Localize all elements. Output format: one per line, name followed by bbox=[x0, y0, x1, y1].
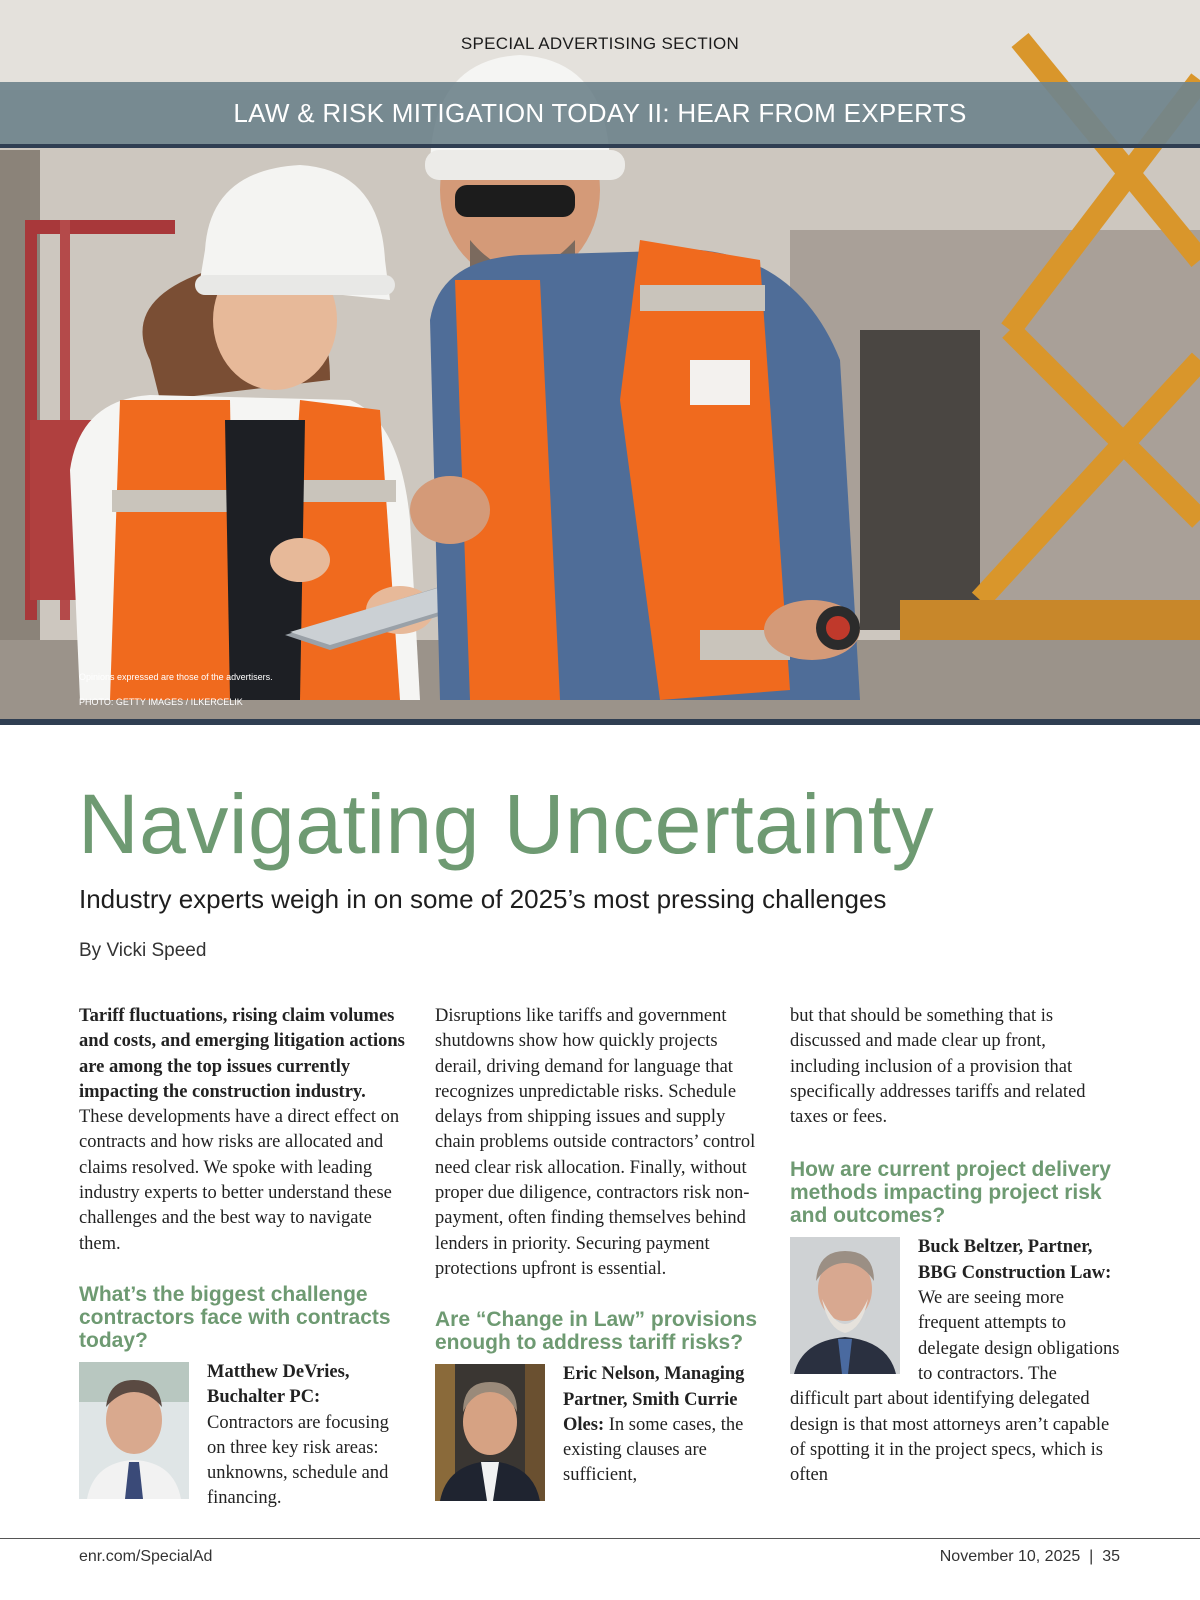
photo-credit: PHOTO: GETTY IMAGES / ILKERCELIK bbox=[79, 697, 243, 707]
answer-block-3 bbox=[790, 1235, 1120, 1488]
question-heading-1: What’s the biggest challenge contractors face with contracts today? bbox=[79, 1282, 391, 1352]
section-banner bbox=[0, 82, 1200, 148]
footer-divider bbox=[0, 1538, 1200, 1539]
hero-divider bbox=[0, 719, 1200, 725]
expert-name-3: Buck Beltzer, Partner, BBG Construction Law: bbox=[918, 1237, 1112, 1283]
column-1 bbox=[79, 1004, 409, 1512]
intro-text: These developments have a direct effect on contracts and how risks are allocated and claims resolved. We spoke with leading industry experts to better understand these challenges and the best way to navigate them. bbox=[79, 1107, 400, 1254]
intro-bold-text: Tariff fluctuations, rising claim volumes and costs, and emerging litigation actions are among the top issues currently impacting the construction industry. bbox=[79, 1006, 405, 1102]
expert-answer-3: We are seeing more frequent attempts to delegate design obligations to contractors. The difficult part about identifying delegated design is that most attorneys aren’t capable of spotting it in the project specs, which is often bbox=[790, 1288, 1120, 1486]
column-2-paragraph: Disruptions like tariffs and government shutdowns show how quickly projects derail, driving demand for language that recognizes unpredictable risks. Schedule delays from shipping issues and supply chain problems outside contractors’ control need clear risk allocation. Finally, without proper due diligence, contractors risk non-payment, often finding themselves behind lenders in priority. Securing payment protections upfront is essential. bbox=[435, 1006, 756, 1279]
footer-date-page: November 10, 2025 | 35 bbox=[939, 1548, 1120, 1565]
question-heading-3: How are current project delivery methods impacting project risk and outcomes? bbox=[790, 1158, 1111, 1228]
banner-title: LAW & RISK MITIGATION TODAY II: HEAR FROM EXPERTS bbox=[233, 98, 967, 128]
expert-answer-2: In some cases, the existing clauses are sufficient, bbox=[563, 1414, 744, 1486]
article-title: Navigating Uncertainty bbox=[78, 777, 935, 871]
question-heading-2: Are “Change in Law” provisions enough to address tariff risks? bbox=[435, 1308, 758, 1355]
answer-block-1 bbox=[79, 1360, 409, 1512]
photo-disclaimer: Opinions expressed are those of the advertisers. bbox=[79, 672, 273, 682]
expert-answer-1: Contractors are focusing on three key risk areas: unknowns, schedule and financing. bbox=[207, 1412, 389, 1509]
footer-url[interactable]: enr.com/SpecialAd bbox=[79, 1548, 213, 1565]
portrait-matthew-devries bbox=[79, 1362, 189, 1499]
portrait-buck-beltzer bbox=[790, 1237, 900, 1374]
column-3 bbox=[790, 1004, 1120, 1488]
article-subtitle: Industry experts weigh in on some of 2025’s most pressing challenges bbox=[79, 884, 887, 914]
special-advertising-label: SPECIAL ADVERTISING SECTION bbox=[460, 34, 740, 53]
answer-block-2 bbox=[435, 1362, 765, 1488]
portrait-eric-nelson bbox=[435, 1364, 545, 1501]
hero-photo bbox=[0, 0, 1200, 725]
expert-name-1: Matthew DeVries, Buchalter PC: bbox=[207, 1361, 350, 1408]
expert-name-2: Eric Nelson, Managing Partner, Smith Currie Oles: bbox=[563, 1364, 745, 1435]
intro-paragraph bbox=[79, 1004, 409, 1257]
column-2 bbox=[435, 1004, 765, 1501]
article-byline: By Vicki Speed bbox=[79, 940, 207, 961]
column-3-paragraph: but that should be something that is discussed and made clear up front, including inclusion of a provision that specifically addresses tariffs and related taxes or fees. bbox=[790, 1006, 1086, 1128]
